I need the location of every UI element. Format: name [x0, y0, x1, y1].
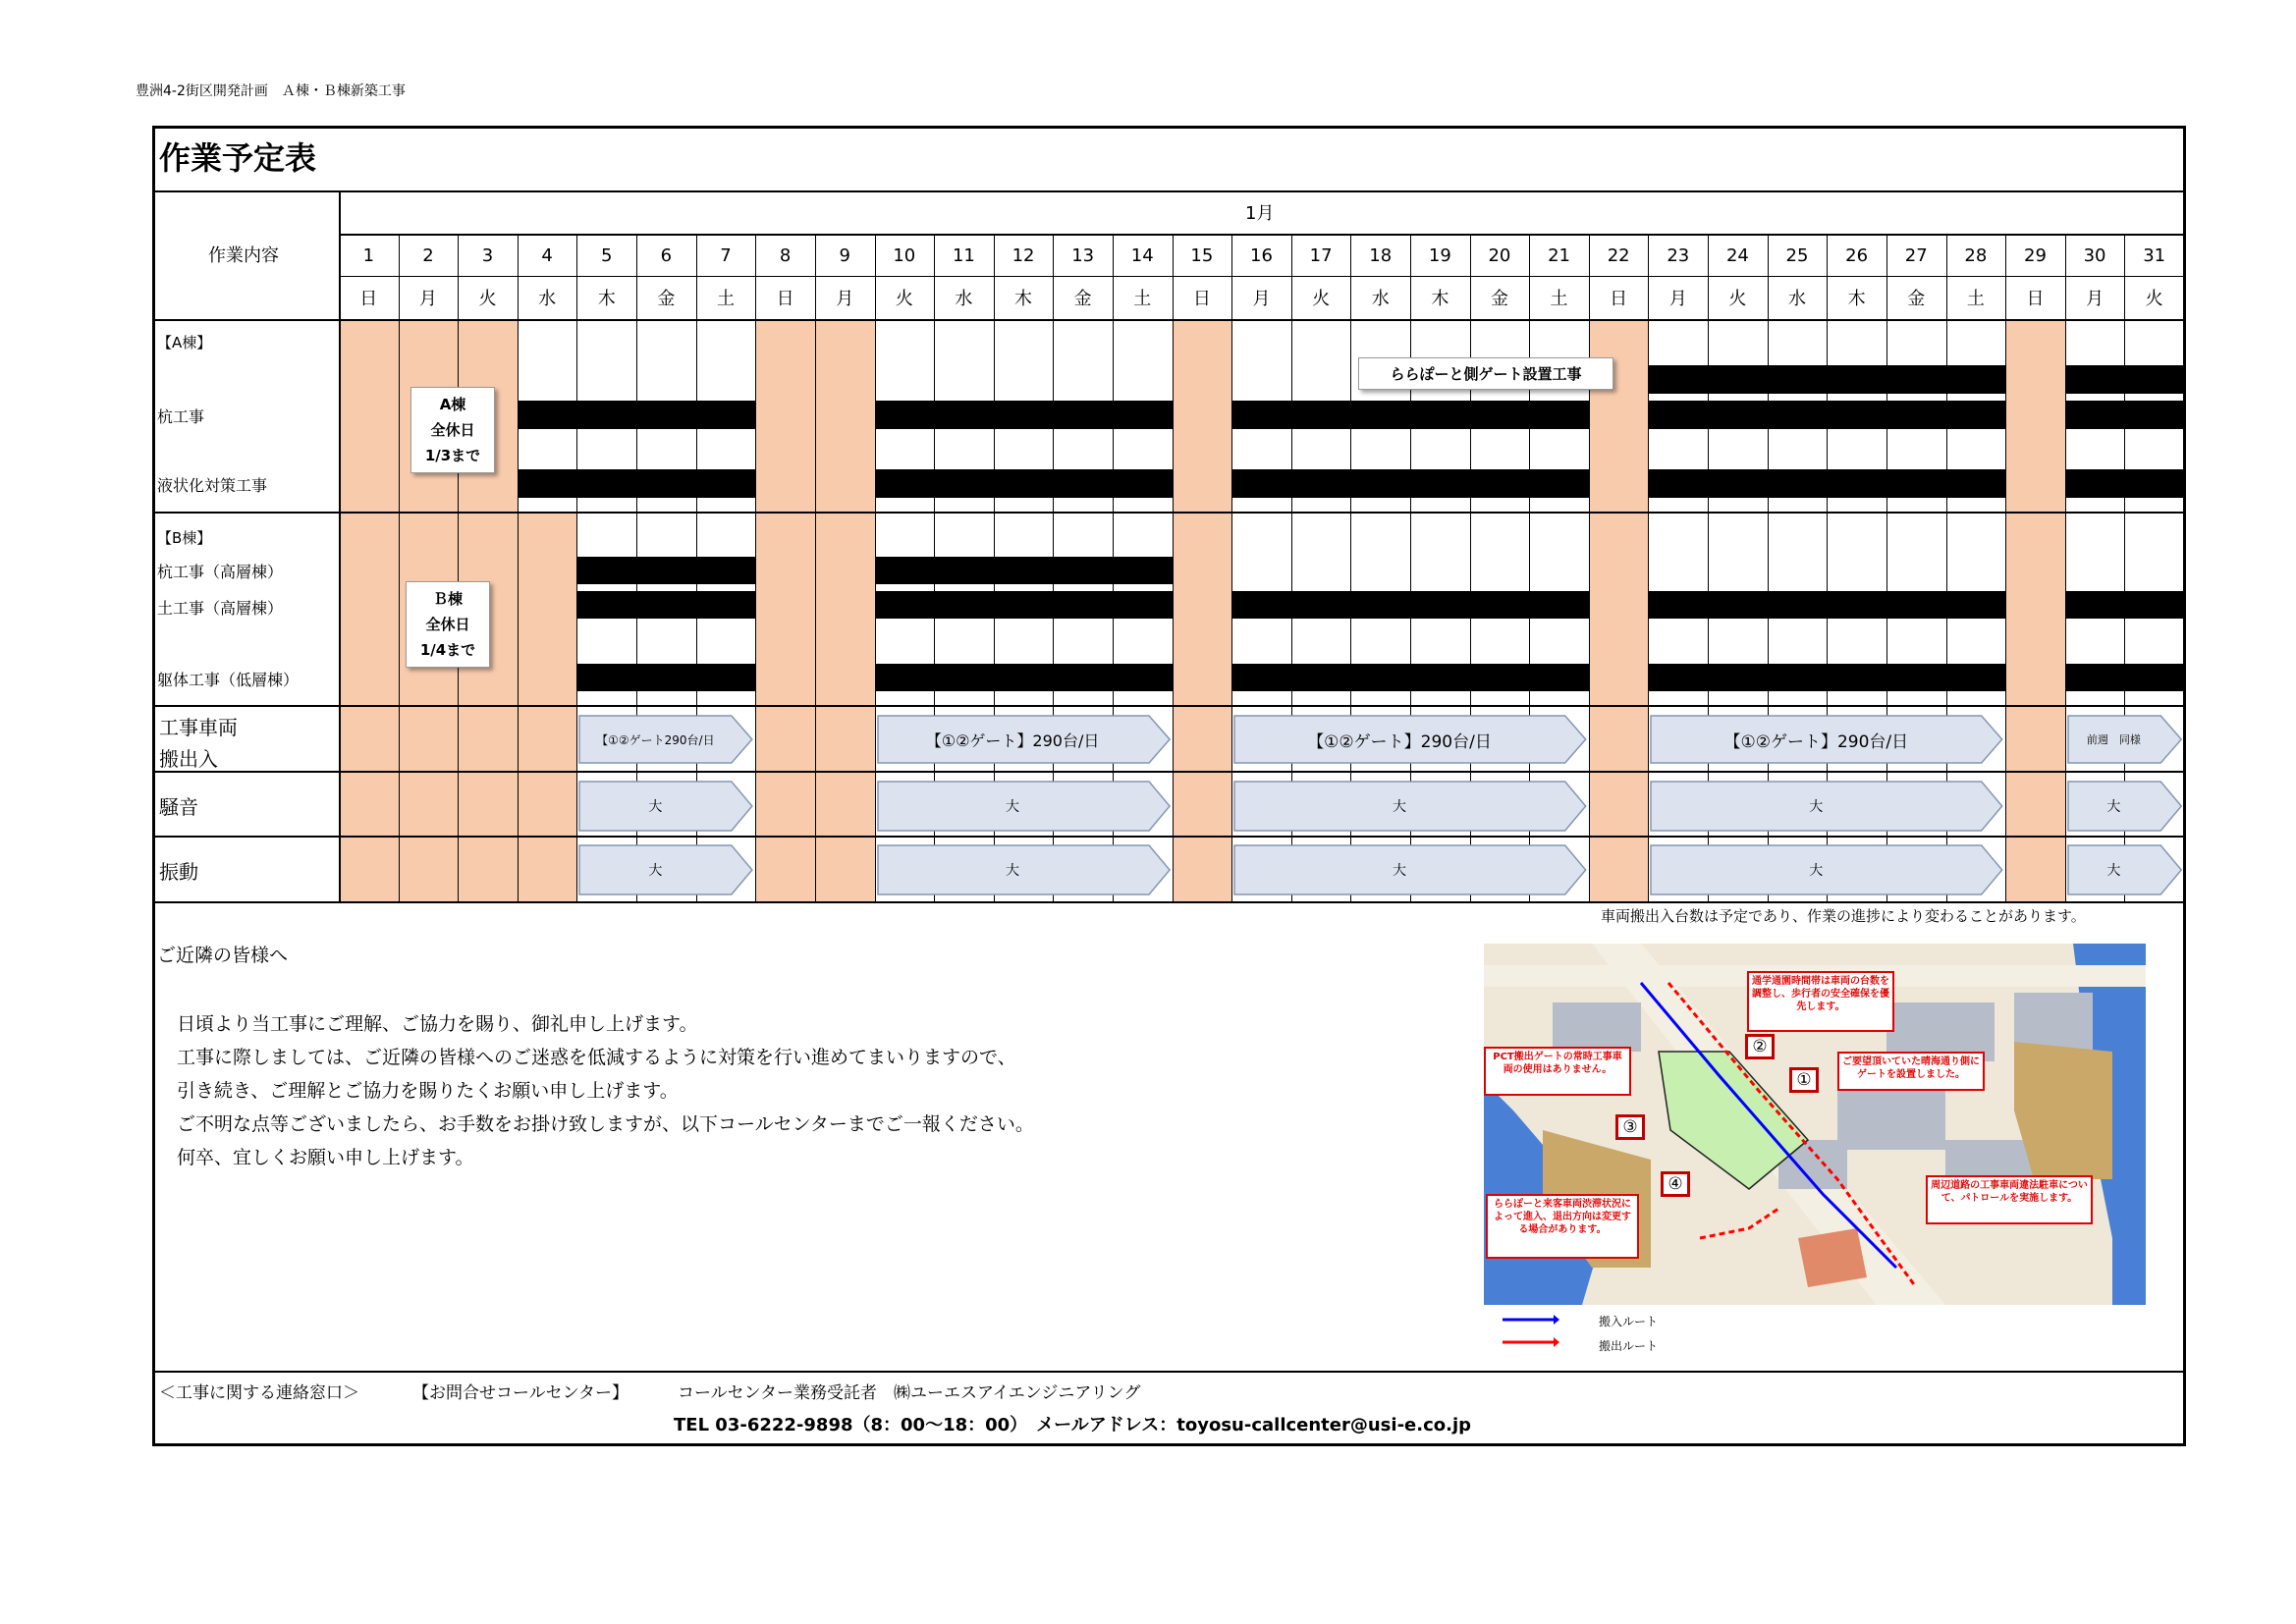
rest-day-cell [1589, 512, 1649, 903]
weekday: 土 [1966, 289, 1985, 309]
day-number: 31 [2143, 244, 2166, 266]
weekday: 火 [2145, 289, 2163, 309]
day-number: 11 [952, 244, 975, 266]
noise-arrow-label: 大 [648, 799, 663, 815]
map-callout: ご要望頂いていた晴海通り側にゲートを設置しました。 [1837, 1052, 1985, 1091]
weekday: 月 [2086, 289, 2105, 309]
rest-day-cell [2005, 512, 2065, 903]
gate-install-note [1358, 357, 1613, 390]
weekday: 水 [1371, 289, 1390, 309]
day-number: 2 [422, 244, 434, 266]
noise-label: 騒音 [159, 795, 198, 819]
day-number: 21 [1548, 244, 1570, 266]
weekday: 土 [1550, 289, 1568, 309]
rest-day-cell [339, 512, 399, 903]
weekday: 日 [776, 289, 794, 309]
noise-arrow-label: 大 [1006, 799, 1020, 815]
vibration-arrow-label: 大 [1393, 863, 1407, 879]
route-legend-lines [1501, 1311, 1559, 1350]
weekday: 日 [2026, 289, 2045, 309]
note-line: 全休日 [425, 616, 470, 633]
note-line: 1/4まで [419, 641, 476, 659]
row-label-earth-b: 土工事（高層棟） [157, 599, 284, 618]
vibration-arrow-label: 大 [2106, 863, 2121, 879]
work-bar-pile-b [576, 557, 755, 584]
mall-block [2014, 1042, 2112, 1179]
grid-line [1231, 234, 1232, 901]
legend-out-arrowhead [1554, 1337, 1559, 1347]
day-number: 10 [893, 244, 916, 266]
greeting-line: 日頃より当工事にご理解、ご協力を賜り、御礼申し上げます。 [177, 1013, 698, 1035]
vehicle-arrow-label: 【①②ゲート】290台/日 [1723, 731, 1909, 752]
day-number: 17 [1309, 244, 1333, 266]
contact-operator: コールセンター業務受託者 ㈱ユーエスアイエンジニアリング [678, 1383, 1141, 1403]
grid-line [815, 234, 816, 901]
day-number: 18 [1369, 244, 1393, 266]
rest-day-cell [518, 512, 577, 903]
day-number: 16 [1250, 244, 1273, 266]
rest-day-cell [458, 512, 518, 903]
weekday: 火 [478, 289, 497, 309]
legend-out-label: 搬出ルート [1599, 1339, 1659, 1353]
day-number: 29 [2024, 244, 2047, 266]
work-bar-pile-b [875, 557, 1173, 584]
vibration-arrow-label: 大 [1809, 863, 1824, 879]
rest-day-cell [755, 512, 815, 903]
building-block [1798, 1228, 1867, 1287]
weekday: 月 [1668, 289, 1687, 309]
grid-line [399, 234, 400, 901]
contact-window: ＜工事に関する連絡窓口＞ [159, 1383, 359, 1403]
vibration-arrow-label: 大 [1006, 863, 1020, 879]
rest-day-cell [399, 512, 459, 903]
map-callout: 通学通園時間帯は車両の台数を調整し、歩行者の安全確保を優先します。 [1747, 971, 1894, 1032]
note-line: A棟 [439, 396, 466, 413]
gate-number-2: ② [1745, 1034, 1775, 1059]
weekday: 日 [1610, 289, 1628, 309]
b-holiday-note [406, 581, 490, 668]
row-label-frame-b: 躯体工事（低層棟） [157, 671, 300, 689]
day-number: 7 [720, 244, 732, 266]
day-number: 12 [1011, 244, 1035, 266]
day-number: 8 [779, 244, 792, 266]
rest-day-cell [1173, 512, 1232, 903]
day-number: 4 [541, 244, 553, 266]
greeting-line: ご不明な点等ございましたら、お手数をお掛け致しますが、以下コールセンターまでご一報ください。 [177, 1113, 1034, 1135]
grid-line [755, 234, 756, 901]
rest-day-cell [1173, 319, 1232, 512]
weekday: 水 [538, 289, 557, 309]
vehicle-arrow-label: 【①②ゲート】290台/日 [925, 731, 1100, 750]
day-number: 20 [1488, 244, 1511, 266]
page-title: 作業予定表 [159, 139, 317, 177]
vehicle-label-2: 搬出入 [159, 747, 218, 771]
weekday: 金 [1490, 289, 1508, 309]
work-bar-earth-b [875, 591, 1173, 619]
weekday: 月 [1252, 289, 1271, 309]
site-access-map [1484, 944, 2146, 1305]
rest-day-cell [815, 512, 875, 903]
day-number: 25 [1785, 244, 1809, 266]
day-number: 14 [1130, 244, 1154, 266]
month-label: 1月 [1245, 203, 1275, 224]
vehicle-arrow-label: 【①②ゲート】290台/日 [1307, 731, 1492, 752]
noise-arrow-label: 大 [2106, 799, 2121, 815]
weekday: 火 [1728, 289, 1747, 309]
day-number: 15 [1190, 244, 1214, 266]
grid-line [518, 234, 519, 901]
rest-day-cell [339, 319, 399, 512]
grid-line [576, 234, 577, 901]
day-number: 3 [481, 244, 494, 266]
work-content-label: 作業内容 [208, 245, 279, 266]
vibration-label: 振動 [159, 860, 198, 884]
work-bar-liquefaction-a [875, 469, 1173, 498]
day-number: 6 [660, 244, 673, 266]
outbound-route [1700, 1209, 1778, 1238]
gate-number-4: ④ [1661, 1171, 1690, 1197]
weekday: 月 [836, 289, 854, 309]
day-number: 19 [1428, 244, 1451, 266]
weekday: 日 [359, 289, 378, 309]
vehicle-arrow-label: 【①②ゲート290台/日 [596, 732, 715, 747]
weekday: 日 [1192, 289, 1211, 309]
section-b-heading: 【B棟】 [157, 529, 212, 547]
grid-line [1648, 234, 1649, 901]
weekday: 木 [597, 289, 616, 309]
rest-day-cell [815, 319, 875, 512]
weekday: 土 [716, 289, 735, 309]
grid-line [152, 901, 2184, 903]
grid-line [458, 234, 459, 901]
grid-line [152, 1371, 2184, 1373]
contact-center: 【お問合せコールセンター】 [412, 1383, 629, 1403]
gate-number-1: ① [1789, 1067, 1819, 1093]
weekday: 水 [1788, 289, 1806, 309]
project-header: 豊洲4-2街区開発計画 Ａ棟・Ｂ棟新築工事 [136, 83, 406, 99]
rest-day-cell [1589, 319, 1649, 512]
note-line: 全休日 [430, 421, 475, 439]
grid-line [2005, 234, 2006, 901]
work-bar-pile-a [875, 401, 1173, 429]
weekday: 火 [895, 289, 913, 309]
greeting-body [177, 1007, 1034, 1174]
day-number: 1 [362, 244, 375, 266]
row-label-pile-b: 杭工事（高層棟） [157, 563, 284, 581]
vehicle-label-1: 工事車両 [159, 716, 238, 739]
day-number: 23 [1667, 244, 1690, 266]
legend-in-label: 搬入ルート [1599, 1315, 1659, 1328]
work-bar-frame-b [875, 664, 1173, 691]
weekday: 金 [1907, 289, 1926, 309]
weekday: 木 [1847, 289, 1866, 309]
greeting-heading: ご近隣の皆様へ [157, 945, 289, 966]
weekday: 木 [1014, 289, 1033, 309]
note-line: Ｂ棟 [432, 590, 463, 608]
noise-arrow-label: 大 [1809, 799, 1824, 815]
building-block [1553, 1002, 1641, 1052]
day-number: 24 [1725, 244, 1749, 266]
schedule-footnote: 車両搬出入台数は予定であり、作業の進捗により変わることがあります。 [1601, 907, 2086, 925]
row-label-liquefaction-a: 液状化対策工事 [157, 476, 268, 495]
noise-arrow-label: 大 [1393, 799, 1407, 815]
section-a-heading: 【A棟】 [157, 334, 212, 352]
note-line: ららぽーと側ゲート設置工事 [1390, 364, 1582, 383]
greeting-line: 何卒、宜しくお願い申し上げます。 [177, 1147, 474, 1168]
day-number: 27 [1904, 244, 1928, 266]
grid-line [1589, 234, 1590, 901]
day-number: 5 [601, 244, 613, 266]
grid-line [2065, 234, 2066, 901]
day-number: 30 [2083, 244, 2106, 266]
grid-line [152, 190, 2184, 192]
note-line: 1/3まで [424, 447, 481, 464]
weekday: 水 [955, 289, 973, 309]
gate-number-3: ③ [1615, 1114, 1645, 1140]
day-number: 26 [1845, 244, 1869, 266]
weekday: 木 [1431, 289, 1449, 309]
day-number: 13 [1071, 244, 1095, 266]
work-bar-frame-b [576, 664, 755, 691]
greeting-line: 引き続き、ご理解とご協力を賜りたくお願い申し上げます。 [177, 1080, 679, 1102]
legend-in-arrowhead [1554, 1315, 1559, 1325]
weekday: 火 [1312, 289, 1331, 309]
day-number: 9 [839, 244, 850, 266]
weekday: 金 [657, 289, 676, 309]
weekday: 月 [418, 289, 437, 309]
map-callout: PCT搬出ゲートの常時工事車両の使用はありません。 [1484, 1047, 1631, 1096]
weekday: 金 [1073, 289, 1092, 309]
map-callout: ららぽーと来客車両渋滞状況によって進入、退出方向は変更する場合があります。 [1486, 1194, 1639, 1259]
building-block [1837, 1091, 1945, 1150]
greeting-line: 工事に際しましては、ご近隣の皆様へのご迷惑を低減するように対策を行い進めてまいりますので、 [177, 1047, 1016, 1068]
day-number: 28 [1964, 244, 1988, 266]
weekday: 土 [1133, 289, 1152, 309]
vehicle-arrow-label: 前週 同様 [2086, 733, 2141, 746]
day-number: 22 [1607, 244, 1630, 266]
row-label-pile-a: 杭工事 [157, 407, 205, 426]
a-holiday-note [410, 387, 495, 473]
rest-day-cell [2005, 319, 2065, 512]
contact-tel-email: TEL 03-6222-9898（8：00〜18：00） メールアドレス：toyosu-callcenter@usi-e.co.jp [674, 1415, 1472, 1435]
vibration-arrow-label: 大 [648, 863, 663, 879]
grid-line [875, 234, 876, 901]
map-callout: 周辺道路の工事車両違法駐車について、パトロールを実施します。 [1926, 1175, 2093, 1224]
grid-line [1173, 234, 1174, 901]
rest-day-cell [755, 319, 815, 512]
work-bar-earth-b [576, 591, 755, 619]
